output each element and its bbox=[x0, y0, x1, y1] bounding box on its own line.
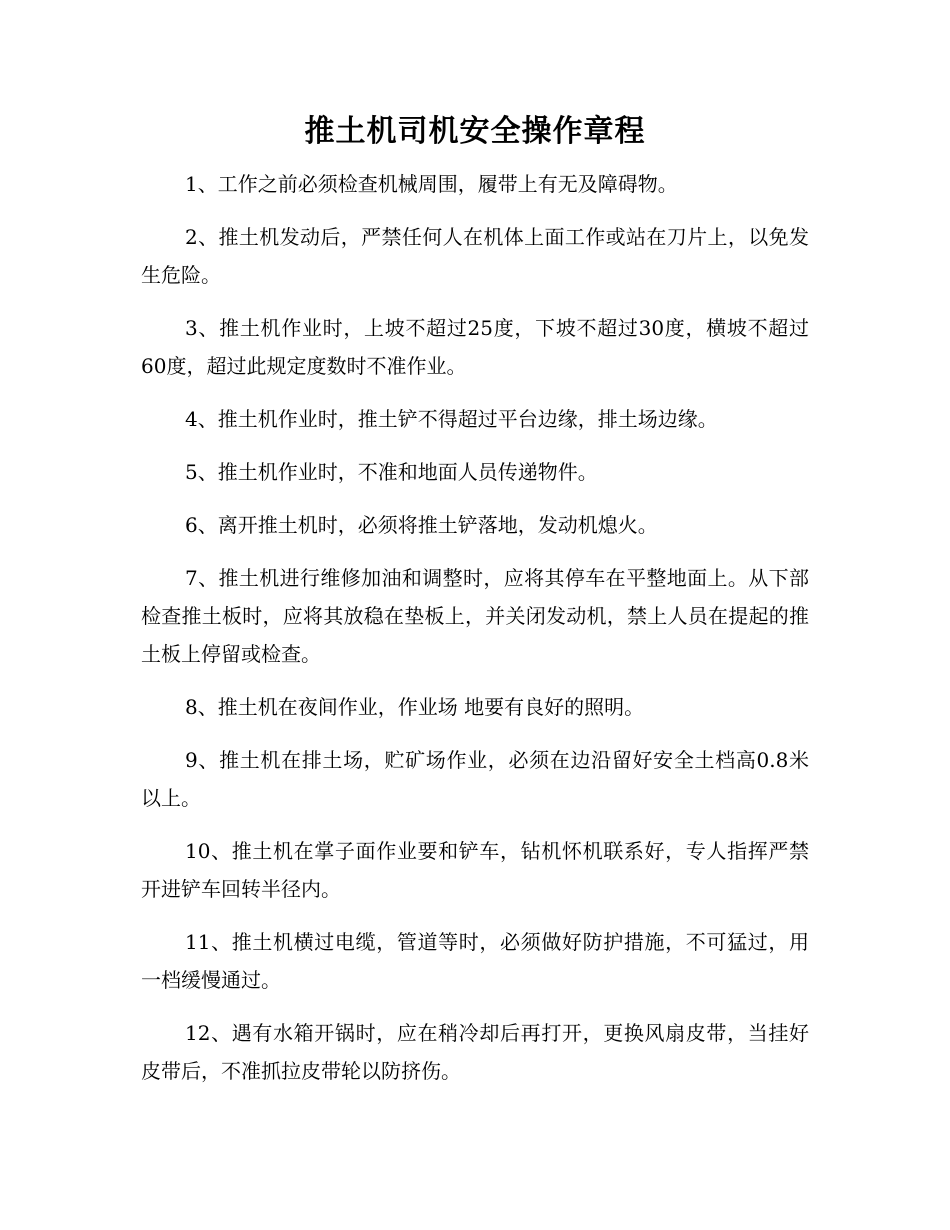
document-title: 推土机司机安全操作章程 bbox=[304, 114, 646, 149]
document-body bbox=[141, 165, 809, 1105]
paragraph-4: 4、推土机作业时，推土铲不得超过平台边缘，排土场边缘。 bbox=[185, 407, 718, 431]
paragraph-2: 2、推土机发动后，严禁任何人在机体上面工作或站在刀片上，以免发生危险。 bbox=[141, 225, 809, 287]
paragraph-1: 1、工作之前必须检查机械周围，履带上有无及障碍物。 bbox=[185, 172, 678, 196]
paragraph-3: 3、推土机作业时，上坡不超过25度，下坡不超过30度，横坡不超过60度，超过此规定度数时不准作业。 bbox=[141, 316, 809, 378]
paragraph-6: 6、离开推土机时，必须将推土铲落地，发动机熄火。 bbox=[185, 513, 658, 537]
paragraph-5: 5、推土机作业时，不准和地面人员传递物件。 bbox=[185, 460, 598, 484]
paragraph-7: 7、推土机进行维修加油和调整时，应将其停车在平整地面上。从下部检查推土板时，应将其放稳在垫板上，并关闭发动机，禁上人员在提起的推土板上停留或检查。 bbox=[141, 566, 809, 666]
paragraph-8: 8、推土机在夜间作业，作业场 地要有良好的照明。 bbox=[185, 695, 645, 719]
paragraph-10: 10、推土机在掌子面作业要和铲车，钻机怀机联系好，专人指挥严禁开进铲车回转半径内。 bbox=[141, 839, 809, 901]
paragraph-11: 11、推土机横过电缆，管道等时，必须做好防护措施，不可猛过，用一档缓慢通过。 bbox=[141, 930, 809, 992]
paragraph-9: 9、推土机在排土场，贮矿场作业，必须在边沿留好安全土档高0.8米以上。 bbox=[141, 748, 809, 810]
paragraph-12: 12、遇有水箱开锅时，应在稍冷却后再打开，更换风扇皮带，当挂好皮带后，不准抓拉皮带轮以防挤伤。 bbox=[141, 1021, 809, 1083]
